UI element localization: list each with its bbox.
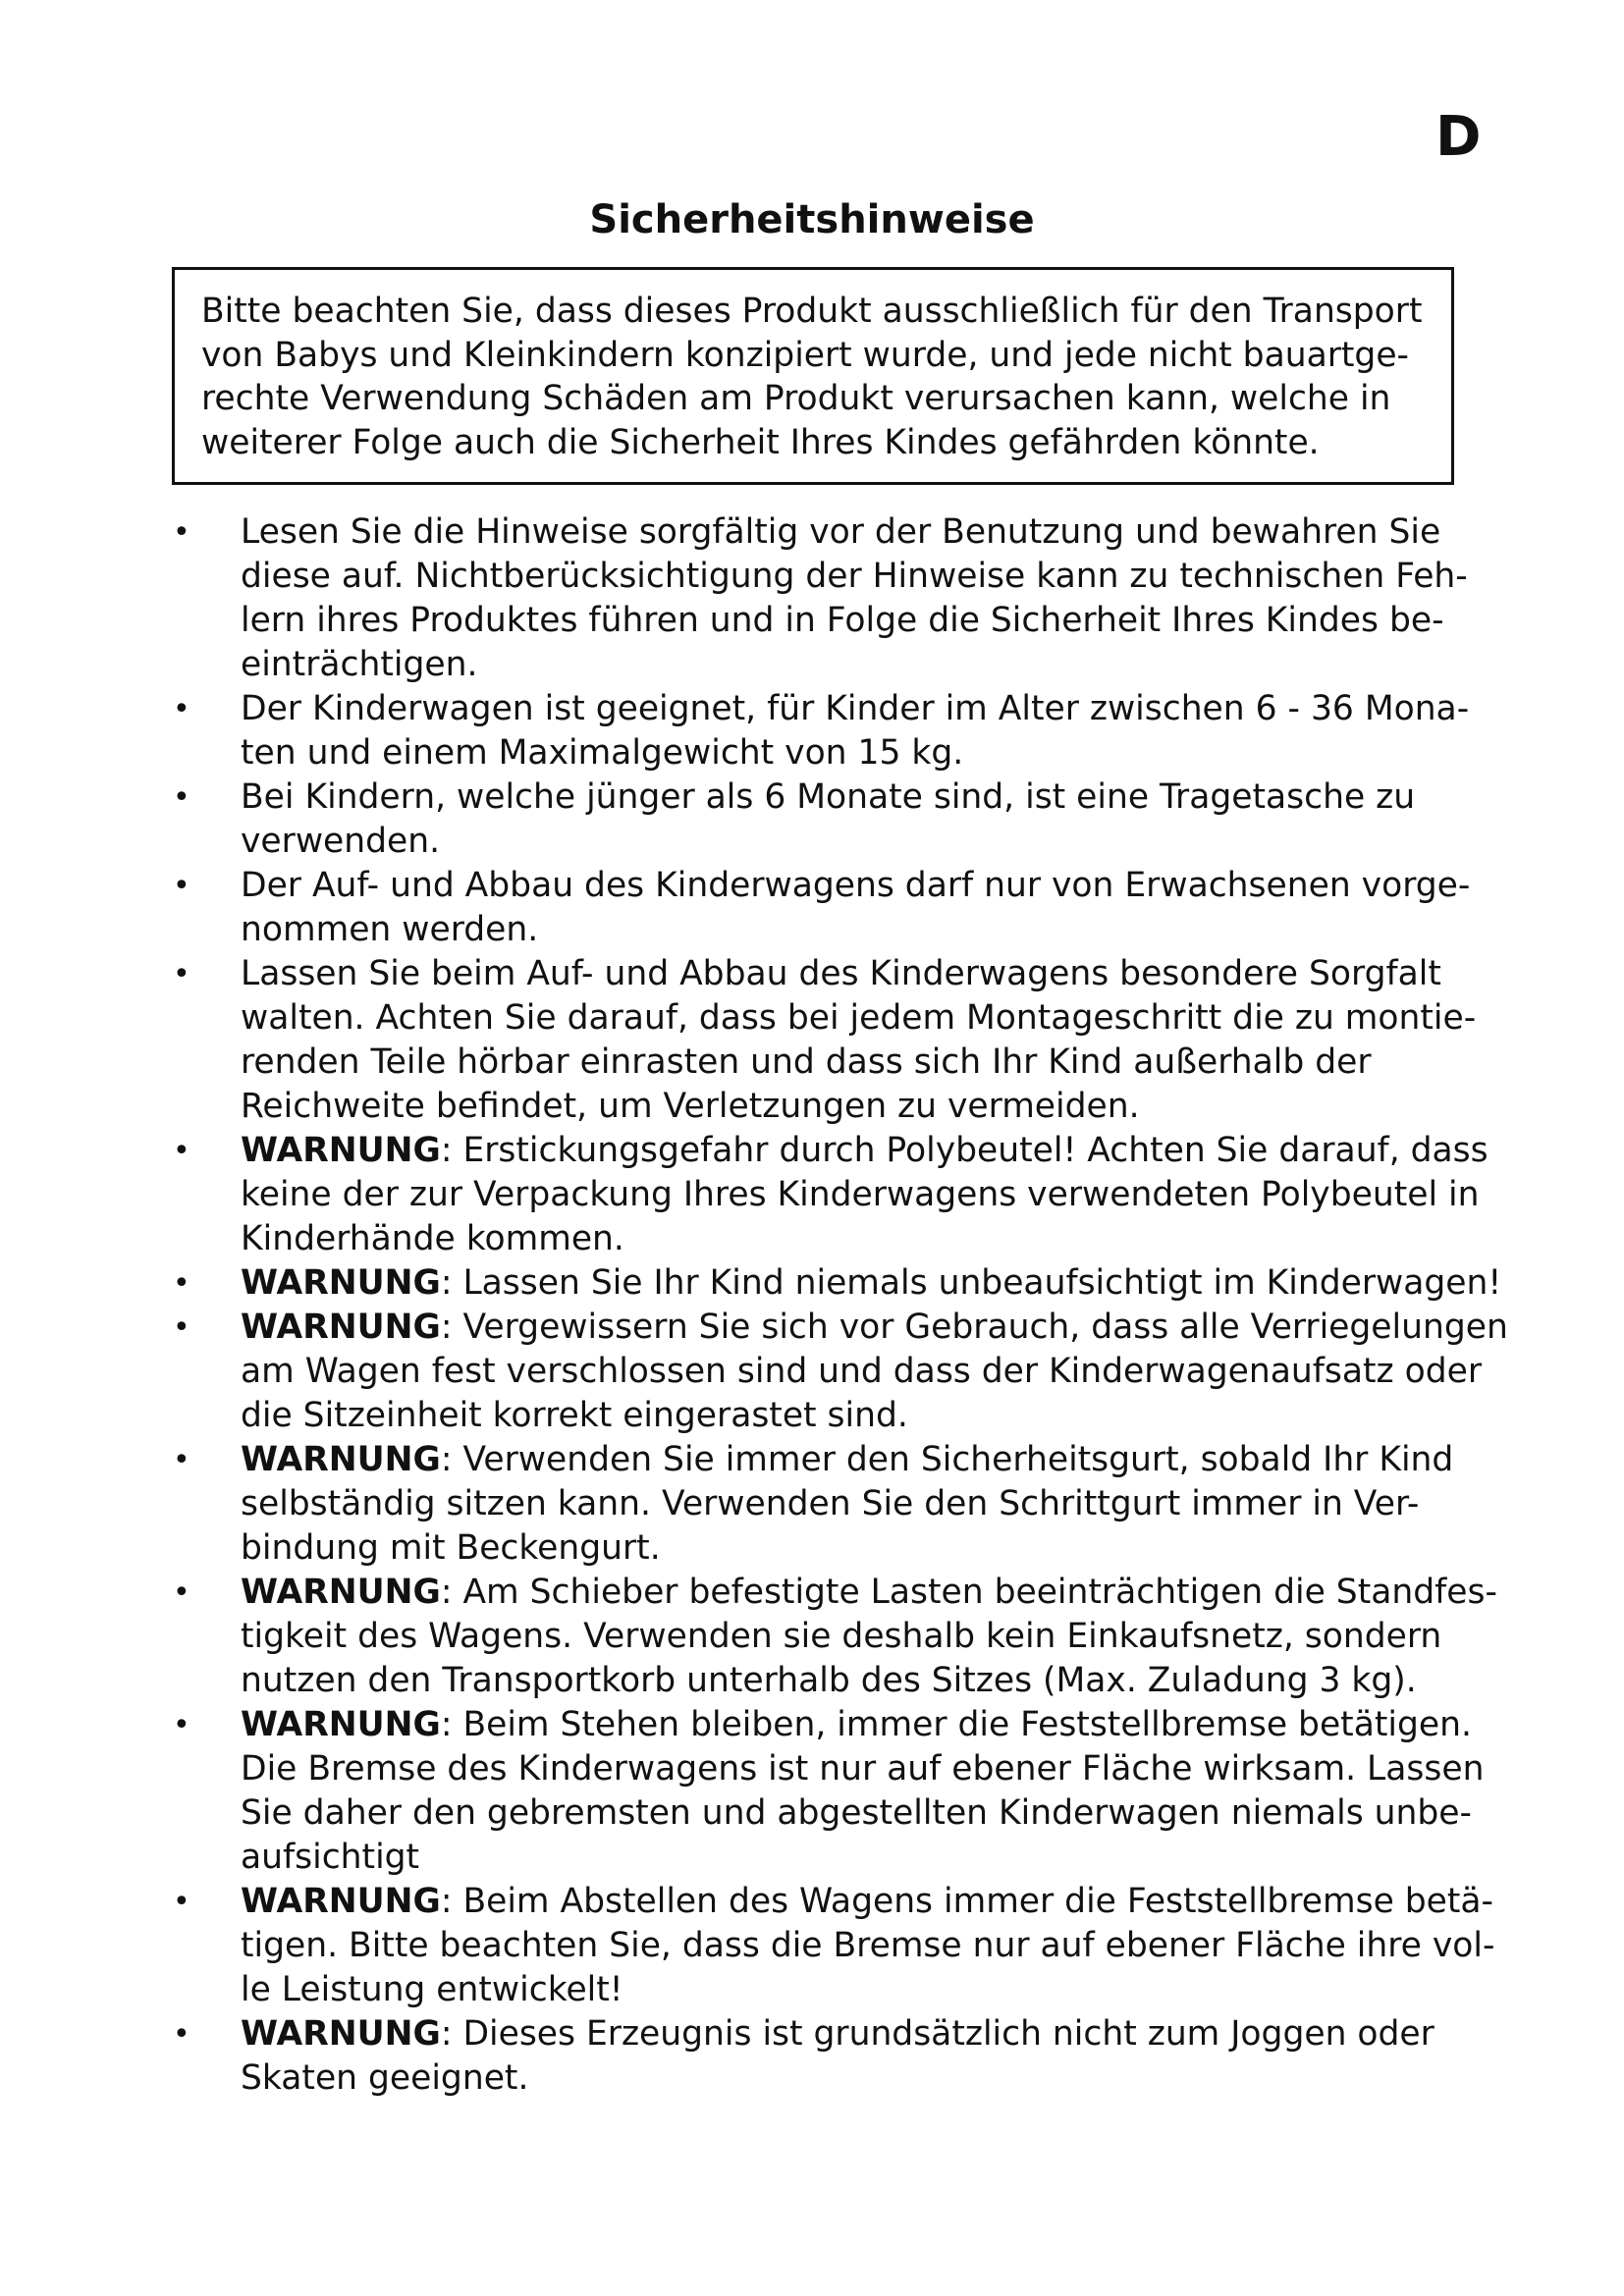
rule-line [241, 2012, 1468, 2056]
rule-text: : Beim Abstellen des Wagens immer die Feststellbremse betä- [440, 1882, 1494, 1921]
safety-rules-list [0, 510, 1624, 2101]
rule-line: keine der zur Verpackung Ihres Kinderwagens verwendeten Polybeutel in [241, 1175, 1480, 1214]
safety-rule-item [0, 1703, 1485, 1880]
rule-text: : Lassen Sie Ihr Kind niemals unbeaufsichtigt im Kinderwagen! [440, 1263, 1502, 1303]
safety-rule-item [0, 1571, 1497, 1703]
rule-line: lern ihres Produktes führen und in Folge die Sicherheit Ihres Kindes be- [241, 601, 1444, 640]
bullet-icon: • [173, 869, 190, 903]
warning-label: WARNUNG [241, 2014, 441, 2054]
bullet-icon: • [173, 1443, 190, 1477]
bullet-icon: • [173, 692, 190, 726]
bullet-icon: • [173, 1885, 190, 1919]
notice-line: weiterer Folge auch die Sicherheit Ihres Kindes gefährden könnte. [201, 422, 1320, 462]
rule-line: Der Kinderwagen ist geeignet, für Kinder im Alter zwischen 6 - 36 Mona- [241, 689, 1470, 728]
safety-rule-item [0, 2012, 1468, 2101]
bullet-icon: • [173, 1575, 190, 1610]
rule-line: am Wagen fest verschlossen sind und dass der Kinderwagenaufsatz oder [241, 1352, 1483, 1391]
bullet-icon: • [173, 515, 190, 550]
rule-line: nutzen den Transportkorb unterhalb des Sitzes (Max. Zuladung 3 kg). [241, 1661, 1417, 1700]
safety-rule-item [0, 1438, 1468, 1571]
bullet-icon: • [173, 957, 190, 991]
rule-line: verwenden. [241, 822, 441, 861]
rule-line [241, 1129, 1489, 1173]
rule-text: : Am Schieber befestigte Lasten beeinträchtigen die Standfes- [440, 1573, 1497, 1612]
notice-box [172, 267, 1454, 485]
rule-line: renden Teile hörbar einrasten und dass sich Ihr Kind außerhalb der [241, 1042, 1372, 1082]
notice-line: von Babys und Kleinkindern konzipiert wurde, und jede nicht bauartge- [201, 335, 1410, 375]
safety-rule-item [0, 687, 1468, 775]
rule-line [241, 1703, 1472, 1747]
safety-rule-item [0, 952, 1477, 1129]
warning-label: WARNUNG [241, 1573, 441, 1612]
bullet-icon: • [173, 780, 190, 815]
rule-line: Der Auf- und Abbau des Kinderwagens darf nur von Erwachsenen vorge- [241, 866, 1471, 905]
warning-label: WARNUNG [241, 1440, 441, 1479]
safety-rule-item [0, 510, 1468, 687]
rule-text: : Vergewissern Sie sich vor Gebrauch, dass alle Verriegelungen [440, 1308, 1508, 1347]
rule-line: nommen werden. [241, 910, 539, 949]
rule-line: Kinderhände kommen. [241, 1219, 624, 1258]
rule-text: : Dieses Erzeugnis ist grundsätzlich nicht zum Joggen oder [440, 2014, 1435, 2054]
rule-line: ten und einem Maximalgewicht von 15 kg. [241, 733, 964, 773]
page-title: Sicherheitshinweise [589, 197, 1035, 242]
warning-label: WARNUNG [241, 1882, 441, 1921]
rule-line: aufsichtigt [241, 1838, 420, 1877]
bullet-icon: • [173, 1266, 190, 1301]
rule-text: : Verwenden Sie immer den Sicherheitsgurt, sobald Ihr Kind [440, 1440, 1454, 1479]
rule-line: Lesen Sie die Hinweise sorgfältig vor der Benutzung und bewahren Sie [241, 512, 1441, 552]
warning-label: WARNUNG [241, 1131, 441, 1170]
rule-line: Reichweite befindet, um Verletzungen zu vermeiden. [241, 1087, 1140, 1126]
rule-line: diese auf. Nichtberücksichtigung der Hinweise kann zu technischen Feh- [241, 557, 1468, 596]
safety-rule-item [0, 864, 1471, 952]
safety-rule-item [0, 1261, 1502, 1306]
rule-line [241, 1438, 1468, 1482]
safety-rule-item [0, 1306, 1508, 1438]
rule-line: einträchtigen. [241, 645, 478, 684]
rule-line: tigen. Bitte beachten Sie, dass die Bremse nur auf ebener Fläche ihre vol- [241, 1926, 1495, 1965]
bullet-icon: • [173, 1310, 190, 1345]
rule-line: Die Bremse des Kinderwagens ist nur auf ebener Fläche wirksam. Lassen [241, 1749, 1485, 1789]
rule-line [241, 1261, 1502, 1306]
rule-line [241, 1306, 1508, 1350]
rule-line: Skaten geeignet. [241, 2058, 529, 2098]
rule-line: walten. Achten Sie darauf, dass bei jedem Montageschritt die zu montie- [241, 998, 1477, 1038]
rule-line [241, 1571, 1497, 1615]
rule-text: : Beim Stehen bleiben, immer die Feststellbremse betätigen. [440, 1705, 1472, 1744]
rule-line: le Leistung entwickelt! [241, 1970, 623, 2009]
warning-label: WARNUNG [241, 1308, 441, 1347]
warning-label: WARNUNG [241, 1705, 441, 1744]
safety-rule-item [0, 1880, 1495, 2012]
language-marker: D [1435, 105, 1482, 169]
bullet-icon: • [173, 2017, 190, 2052]
notice-line: rechte Verwendung Schäden am Produkt verursachen kann, welche in [201, 379, 1391, 418]
rule-line: tigkeit des Wagens. Verwenden sie deshalb kein Einkaufsnetz, sondern [241, 1617, 1442, 1656]
rule-line: Lassen Sie beim Auf- und Abbau des Kinderwagens besondere Sorgfalt [241, 954, 1441, 993]
safety-rule-item [0, 775, 1468, 864]
rule-line: Bei Kindern, welche jünger als 6 Monate sind, ist eine Tragetasche zu [241, 777, 1416, 817]
rule-line: die Sitzeinheit korrekt eingerastet sind. [241, 1396, 908, 1435]
bullet-icon: • [173, 1708, 190, 1742]
bullet-icon: • [173, 1134, 190, 1168]
warning-label: WARNUNG [241, 1263, 441, 1303]
safety-rule-item [0, 1129, 1489, 1261]
rule-line [241, 1880, 1494, 1924]
rule-line: Sie daher den gebremsten und abgestellten Kinderwagen niemals unbe- [241, 1793, 1472, 1833]
rule-line: bindung mit Beckengurt. [241, 1528, 661, 1568]
rule-line: selbständig sitzen kann. Verwenden Sie den Schrittgurt immer in Ver- [241, 1484, 1420, 1523]
notice-line: Bitte beachten Sie, dass dieses Produkt ausschließlich für den Transport [201, 292, 1423, 331]
rule-text: : Erstickungsgefahr durch Polybeutel! Achten Sie darauf, dass [440, 1131, 1489, 1170]
